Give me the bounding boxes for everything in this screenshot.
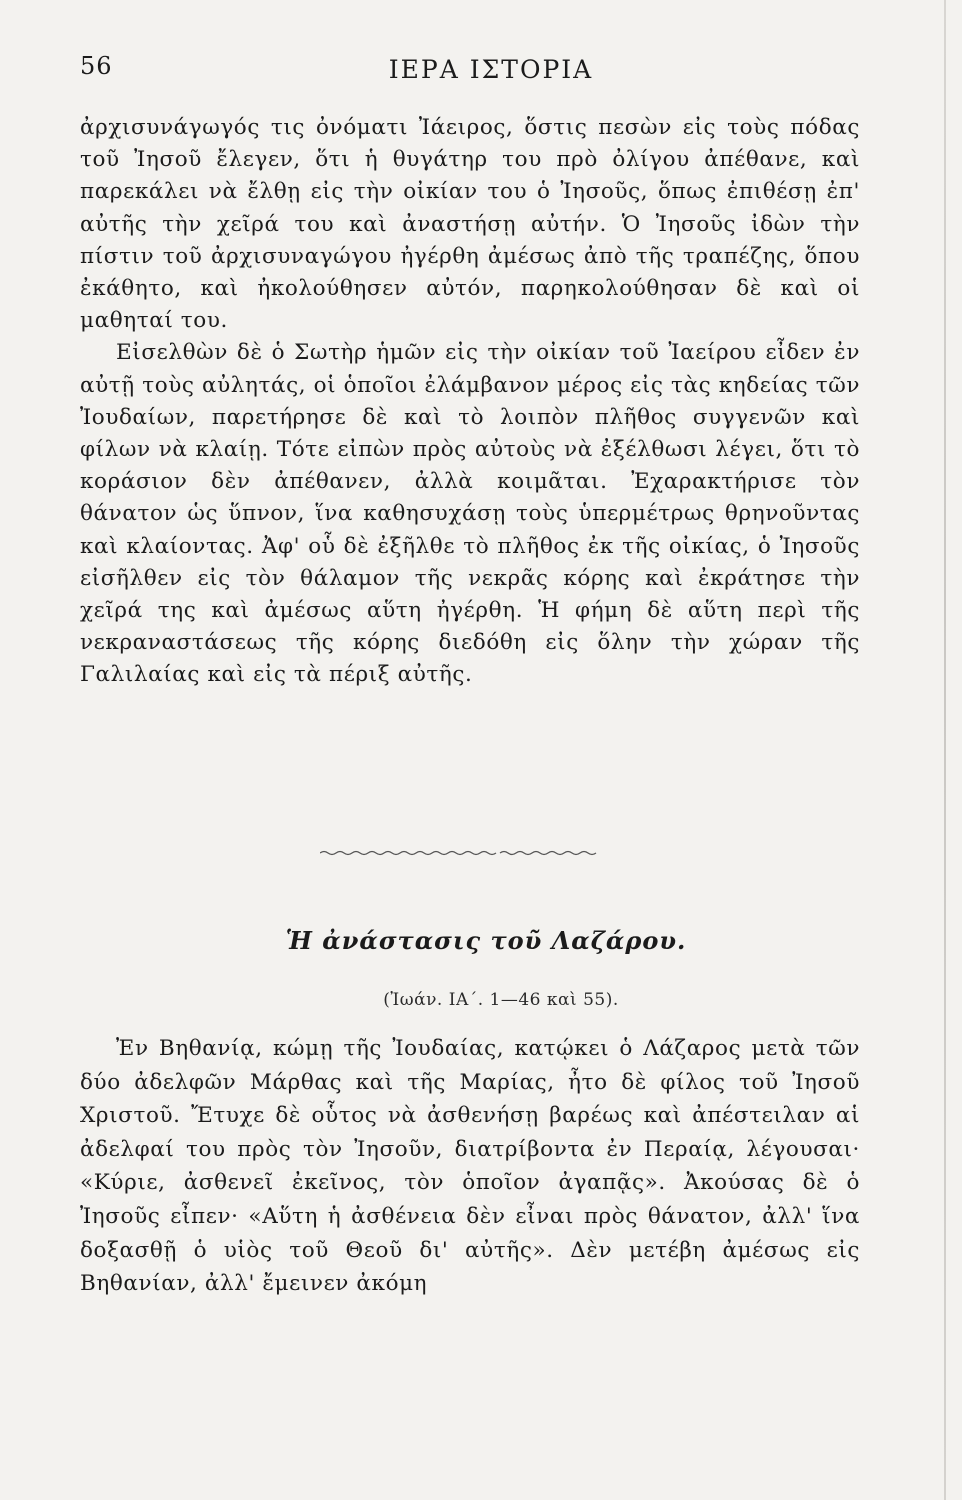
text-block-top — [80, 112, 860, 692]
section-divider — [320, 848, 600, 858]
running-title: ΙΕΡΑ ΙΣΤΟΡΙΑ — [388, 55, 594, 84]
page-number: 56 — [80, 52, 113, 80]
paragraph-continued: ἀρχισυνάγωγός τις ὀνόματι Ἰάειρος, ὅστις πεσὼν εἰς τοὺς πόδας τοῦ Ἰησοῦ ἔλεγεν, ὅτι ἡ θυγάτηρ του πρὸ ὀλίγου ἀπέθανε, καὶ παρεκάλει νὰ ἔλθῃ εἰς τὴν οἰκίαν του ὁ Ἰησοῦς, ὅπως ἐπιθέσῃ ἐπ' αὐτῆς τὴν χεῖρά του καὶ ἀναστήσῃ αὐτήν. Ὁ Ἰησοῦς ἰδὼν τὴν πίστιν τοῦ ἀρχισυναγώγου ἠγέρθη ἀμέσως ἀπὸ τῆς τραπέζης, ὅπου ἐκάθητο, καὶ ἠκολούθησεν αὐτόν, παρηκολούθησαν δὲ καὶ οἱ μαθηταί του. — [80, 115, 860, 334]
scripture-reference: (Ἰωάν. ΙΑ΄. 1—46 καὶ 55). — [383, 990, 619, 1010]
paragraph: Ἐν Βηθανίᾳ, κώμῃ τῆς Ἰουδαίας, κατῴκει ὁ Λάζαρος μετὰ τῶν δύο ἀδελφῶν Μάρθας καὶ τῆς Μαρίας, ἦτο δὲ φίλος τοῦ Ἰησοῦ Χριστοῦ. Ἔτυχε δὲ οὗτος νὰ ἀσθενήσῃ βαρέως καὶ ἀπέστειλαν αἱ ἀδελφαί του πρὸς τὸν Ἰησοῦν, διατρίβοντα ἐν Περαίᾳ, λέγουσαι· «Κύριε, ἀσθενεῖ ἐκεῖνος, τὸν ὁποῖον ἀγαπᾷς». Ἀκούσας δὲ ὁ Ἰησοῦς εἶπεν· «Αὕτη ἡ ἀσθένεια δὲν εἶναι πρὸς θάνατον, ἀλλ' ἵνα δοξασθῇ ὁ υἱὸς τοῦ Θεοῦ δι' αὐτῆς». Δὲν μετέβη ἀμέσως εἰς Βηθανίαν, ἀλλ' ἔμεινεν ἀκόμη — [80, 1036, 860, 1297]
paragraph: Εἰσελθὼν δὲ ὁ Σωτὴρ ἡμῶν εἰς τὴν οἰκίαν τοῦ Ἰαείρου εἶδεν ἐν αὐτῇ τοὺς αὐλητάς, οἱ ὁποῖοι ἐλάμβανον μέρος εἰς τὰς κηδείας τῶν Ἰουδαίων, παρετήρησε δὲ καὶ τὸ λοιπὸν πλῆθος συγγενῶν καὶ φίλων νὰ κλαίῃ. Τότε εἰπὼν πρὸς αὐτοὺς νὰ ἐξέλθωσι λέγει, ὅτι τὸ κοράσιον δὲν ἀπέθανεν, ἀλλὰ κοιμᾶται. Ἐχαρακτήρισε τὸν θάνατον ὡς ὕπνον, ἵνα καθησυχάσῃ τοὺς ὑπερμέτρως θρηνοῦντας καὶ κλαίοντας. Ἀφ' οὗ δὲ ἐξῆλθε τὸ πλῆθος ἐκ τῆς οἰκίας, ὁ Ἰησοῦς εἰσῆλθεν εἰς τὸν θάλαμον τῆς νεκρᾶς κόρης καὶ ἐκράτησε τὴν χεῖρά της καὶ ἀμέσως αὕτη ἠγέρθη. Ἡ φήμη δὲ αὕτη περὶ τῆς νεκραναστάσεως τῆς κόρης διεδόθη εἰς ὅλην τὴν χώραν τῆς Γαλιλαίας καὶ εἰς τὰ πέριξ αὐτῆς. — [80, 340, 861, 688]
section-title: Ἡ ἀνάστασις τοῦ Λαζάρου. — [285, 926, 687, 955]
page-edge — [944, 0, 946, 1500]
text-block-bottom — [80, 1032, 860, 1301]
